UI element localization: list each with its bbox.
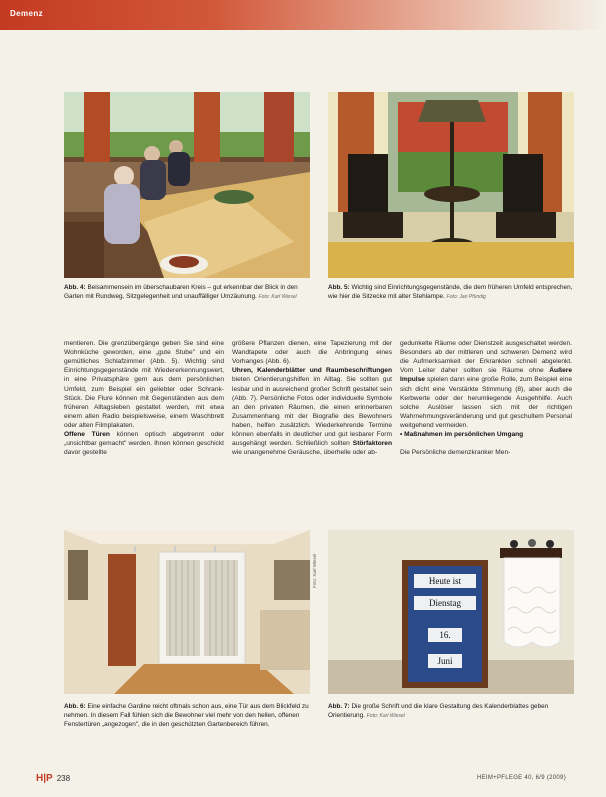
col3-subhead-2: • Maßnahmen im persönlichen Umgang <box>400 431 524 439</box>
col3-tail: spielen dann eine große Rolle, zum Beispiel eine sich dicht eine Verstärkte Stimmung (8), aber auch die Kerbwerte oder der herumliegende Ausgehhilfe. Auch solche Auslöser lassen sich mit der richtigen Wahrnehmungsveränderung und gut geschultem Personal weitgehend vermeiden. <box>400 376 572 429</box>
col1-tail: können optisch abgetrennt oder „unsichtbar gemacht" werden. Ihnen können geschickt davor gestellte <box>64 431 224 457</box>
photo-curtained-door <box>64 530 310 694</box>
calendar-line-3: 16. <box>428 628 462 642</box>
col3-head: gedunkelte Räume oder Dienstzeit ausgeschaltet werden. Besonders ab der mittleren und schweren Demenz wird die Aufmerksamkeit der Erkrankten schnell abgelenkt. Vom Leiter daher sollten sie Räume ohne <box>400 340 572 375</box>
calendar-line-4: Juni <box>428 654 462 668</box>
caption-fig7-credit: Foto: Karl Wiesel <box>366 713 405 719</box>
footer-journal: HEIM+PFLEGE 40, 6/9 (2009) <box>476 775 566 781</box>
page-number: 238 <box>56 774 71 783</box>
photo-dining-room <box>64 92 310 278</box>
col2-subhead: Uhren, Kalenderblätter und Raumbeschriftungen <box>232 367 392 375</box>
caption-fig6 <box>64 702 310 729</box>
col1-subhead: Offene Türen <box>64 431 110 439</box>
caption-fig7-text: Die große Schrift und die klare Gestaltung des Kalenderblattes geben Orientierung. <box>328 703 549 719</box>
calendar-line-1: Heute ist <box>414 574 476 588</box>
caption-fig6-text: Eine einfache Gardine reicht oftmals schon aus, eine Tür aus dem Blickfeld zu nehmen. In diesem Fall fühlen sich die Bewohner viel mehr von den hellen, offenen Fenstertüren „angezogen", die in den geschützten Gartenbereich führen. <box>64 703 309 728</box>
section-header-band <box>0 0 606 30</box>
caption-fig4-credit: Foto: Karl Wiesel <box>258 294 297 300</box>
col2-tail: bieten Orientierungshilfen im Alltag. Sie sollten gut lesbar und in ausreichend großer Schrift gestaltet sein (Abb. 7). Persönliche Fotos oder individuelle Symbole an den privaten Räumen, die einen erinnerbaren Zusammenhang mit der Biografie des Bewohners haben, helfen zusätzlich. Wiederkehrende Termine können ebenfalls in deutlicher und gut lesbarer Form ausgehängt werden. Schließlich sollten <box>232 376 392 448</box>
footer-page <box>36 773 70 784</box>
caption-fig5 <box>328 283 574 302</box>
caption-fig5-text: Wichtig sind Einrichtungsgegenstände, die dem früheren Umfeld entsprechen, wie hier die Sitzecke mit alter Stehlampe. <box>328 284 573 300</box>
caption-fig7 <box>328 702 574 721</box>
text-column-3 <box>400 330 572 520</box>
col2-end: wie unangenehme Geräusche, überhelle oder ab- <box>232 449 378 457</box>
col3-subhead: Äußere Impulse <box>400 367 572 384</box>
caption-fig4-label: Abb. 4: <box>64 284 86 291</box>
col3-end: Die Persönliche demenzkranker Men- <box>400 449 511 457</box>
text-column-1 <box>64 330 224 520</box>
photo-seating-corner <box>328 92 574 278</box>
col2-subhead-2: Störfaktoren <box>352 440 392 448</box>
journal-logo-icon: H|P <box>36 773 53 784</box>
col1-text: mentieren. Die grenzübergänge geben Sie sind eine Wohnküche geworden, eine „gute Stube" und ein gemütliches Schlafzimmer (Abb. 5). Wichtig sind Einrichtungsgegenstände mit Wiedererkennungswert, in eine Privatsphäre gern aus dem persönlichen Umfeld, zum Beispiel ein geliebter oder Schrank-Stück. Die Flure können mit Gegenständen aus dem früheren Alltagsleben gestaltet werden, mit etwa einem alten Radio beispielsweise, einem Waschbrett oder alten Filmplakaten. <box>64 340 224 429</box>
section-label: Demenz <box>10 9 44 18</box>
caption-fig7-label: Abb. 7: <box>328 703 350 710</box>
caption-fig4-text: Beisammensein im überschaubaren Kreis – gut erkennbar der Blick in den Garten mit Rundweg, Sitzgelegenheit und unauffälliger Umzäunung. <box>64 284 298 300</box>
col2-head: größere Pflanzen dienen, eine Tapezierung mit der Wandtapete oder auch die Anbringung eines Vorhanges (Abb. 6). <box>232 340 392 366</box>
caption-fig5-credit: Foto: Jan Pfündig <box>446 294 486 300</box>
text-column-2 <box>232 330 392 520</box>
caption-fig5-label: Abb. 5: <box>328 284 350 291</box>
fig6-side-credit: Foto: Karl Wiesel <box>312 553 317 588</box>
photo-calendar-board <box>328 530 574 694</box>
calendar-line-2: Dienstag <box>414 596 476 610</box>
caption-fig4 <box>64 283 310 302</box>
caption-fig6-label: Abb. 6: <box>64 703 86 710</box>
